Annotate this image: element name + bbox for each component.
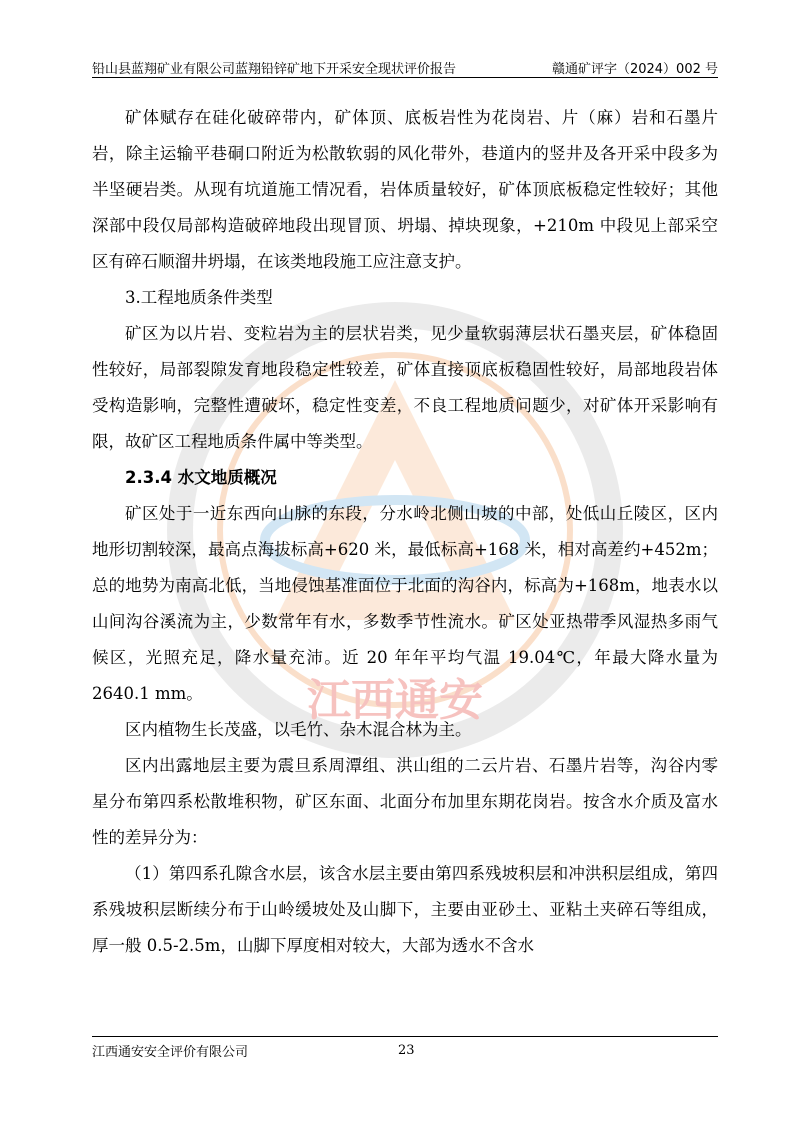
header-report-title: 铅山县蓝翔矿业有限公司蓝翔铅锌矿地下开采安全现状评价报告 xyxy=(92,62,457,77)
paragraph-vegetation: 区内植物生长茂盛，以毛竹、杂木混合林为主。 xyxy=(125,720,472,739)
section-heading-hydrogeology: 2.3.4 水文地质概况 xyxy=(125,468,277,487)
page-header xyxy=(92,55,718,78)
footer-company: 江西通安安全评价有限公司 xyxy=(92,1045,249,1060)
paragraph-engineering-geology: 矿区为以片岩、变粒岩为主的层状岩类，见少量软弱薄层状石墨夹层，矿体稳固性较好，局部裂隙发育地段稳定性较差，矿体直接顶底板稳固性较好，局部地段岩体受构造影响，完整性遭破坏，稳定性变差，不良工程地质问题少，对矿体开采影响有限，故矿区工程地质条件属中等类型。 xyxy=(92,324,718,451)
paragraph-quaternary-aquifer: （1）第四系孔隙含水层，该含水层主要由第四系残坡积层和冲洪积层组成，第四系残坡积层断续分布于山岭缓坡处及山脚下，主要由亚砂土、亚粘土夹碎石等组成，厚一般 0.5-2.5m，山脚下厚度相对较大，大部为透水不含水 xyxy=(92,864,718,955)
paragraph-strata: 区内出露地层主要为震旦系周潭组、洪山组的二云片岩、石墨片岩等，沟谷内零星分布第四系松散堆积物，矿区东面、北面分布加里东期花岗岩。按含水介质及富水性的差异分为： xyxy=(92,756,718,847)
paragraph-ore-body: 矿体赋存在硅化破碎带内，矿体顶、底板岩性为花岗岩、片（麻）岩和石墨片岩，除主运输平巷硐口附近为松散软弱的风化带外，巷道内的竖井及各开采中段多为半坚硬岩类。从现有坑道施工情况看，岩体质量较好，矿体顶底板稳定性较好；其他深部中段仅局部构造破碎地段出现冒顶、坍塌、掉块现象，+210m 中段见上部采空区有碎石顺溜井坍塌，在该类地段施工应注意支护。 xyxy=(92,108,718,271)
paragraph-terrain-climate: 矿区处于一近东西向山脉的东段，分水岭北侧山坡的中部，处低山丘陵区，区内地形切割较深，最高点海拔标高+620 米，最低标高+168 米，相对高差约+452m；总的地势为南高北低，当地侵蚀基准面位于北面的沟谷内，标高为+168m，地表水以山间沟谷溪流为主，少数常年有水，多数季节性流水。矿区处亚热带季风湿热多雨气候区，光照充足，降水量充沛。近 20 年年平均气温 19.04℃，年最大降水量为 2640.1 mm。 xyxy=(92,504,718,703)
seal-text: 江西通安 xyxy=(307,675,483,726)
page-footer xyxy=(92,1036,718,1060)
document-body xyxy=(92,100,718,964)
page-number: 23 xyxy=(398,1043,415,1058)
paragraph-engineering-type-heading: 3.工程地质条件类型 xyxy=(125,288,273,307)
header-report-number: 赣通矿评字（2024）002 号 xyxy=(551,62,718,77)
